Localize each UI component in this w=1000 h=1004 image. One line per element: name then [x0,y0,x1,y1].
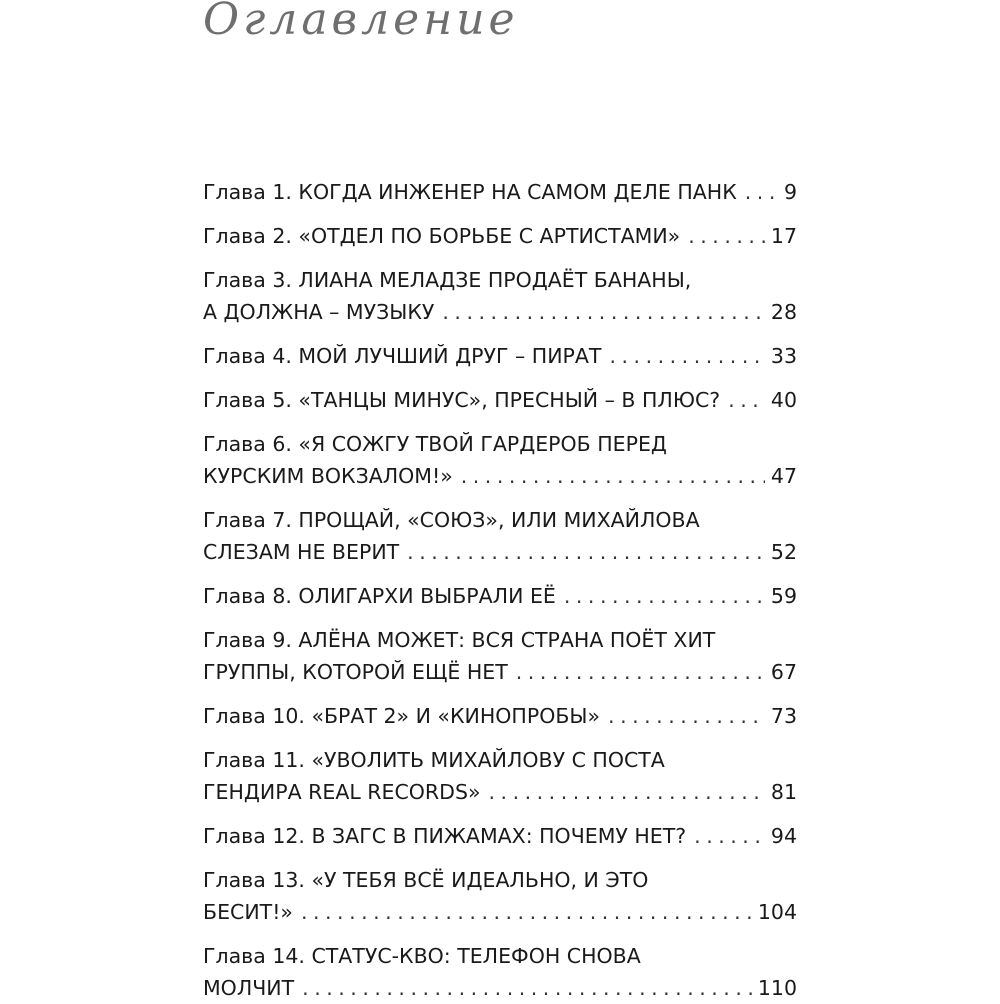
toc-entry-line [203,536,797,568]
toc-entry[interactable] [203,820,797,852]
toc-entry-line [203,744,797,776]
toc-entry-title: ГРУППЫ, КОТОРОЙ ЕЩЁ НЕТ [203,660,508,684]
toc-page-number: 28 [770,300,797,324]
toc-page-number: 47 [770,464,797,488]
toc-entry-title: КУРСКИМ ВОКЗАЛОМ!» [203,464,453,488]
toc-entry-line [203,896,797,928]
toc-page-number: 81 [770,780,797,804]
toc-entry[interactable] [203,340,797,372]
toc-entry-line [203,972,797,1004]
toc-entry-title: Глава 5. «ТАНЦЫ МИНУС», ПРЕСНЫЙ – В ПЛЮС? [203,388,721,412]
toc-page-number: 59 [770,584,797,608]
toc-entry-line [203,384,797,416]
toc-entry[interactable] [203,220,797,252]
toc-entry-line [203,340,797,372]
toc-entry-line [203,176,797,208]
toc-entry[interactable] [203,176,797,208]
toc-entry-line [203,220,797,252]
toc-entry-line [203,864,797,896]
toc-entry-title: Глава 2. «ОТДЕЛ ПО БОРЬБЕ С АРТИСТАМИ» [203,224,681,248]
toc-page-number: 94 [770,824,797,848]
dot-leader [489,776,765,808]
dot-leader [302,972,752,1004]
toc-page-number: 9 [783,180,797,204]
table-of-contents [203,176,797,1004]
toc-entry-title: Глава 10. «БРАТ 2» И «КИНОПРОБЫ» [203,704,601,728]
toc-page-number: 73 [770,704,797,728]
toc-page-number: 104 [757,900,797,924]
dot-leader [516,656,765,688]
toc-entry-title: Глава 6. «Я СОЖГУ ТВОЙ ГАРДЕРОБ ПЕРЕД [203,432,667,456]
dot-leader [745,176,778,208]
dot-leader [694,820,765,852]
toc-entry[interactable] [203,700,797,732]
toc-entry-title: Глава 3. ЛИАНА МЕЛАДЗЕ ПРОДАЁТ БАНАНЫ, [203,268,692,292]
toc-page-number: 67 [770,660,797,684]
toc-entry-title: Глава 1. КОГДА ИНЖЕНЕР НА САМОМ ДЕЛЕ ПАНК [203,180,737,204]
toc-entry[interactable] [203,864,797,928]
toc-page-number: 17 [770,224,797,248]
toc-entry-title: БЕСИТ!» [203,900,293,924]
dot-leader [728,384,765,416]
dot-leader [301,896,752,928]
dot-leader [609,340,764,372]
toc-entry-title: МОЛЧИТ [203,976,295,1000]
toc-entry-line [203,820,797,852]
toc-entry-line [203,656,797,688]
dot-leader [688,220,765,252]
toc-entry-title: А ДОЛЖНА – МУЗЫКУ [203,300,435,324]
toc-entry-line [203,460,797,492]
toc-entry[interactable] [203,428,797,492]
toc-entry-title: Глава 13. «У ТЕБЯ ВСЁ ИДЕАЛЬНО, И ЭТО [203,868,649,892]
dot-leader [407,536,765,568]
toc-entry-title: ГЕНДИРА REAL RECORDS» [203,780,481,804]
toc-entry-line [203,580,797,612]
toc-entry[interactable] [203,624,797,688]
toc-page-number: 40 [770,388,797,412]
toc-entry-title: Глава 12. В ЗАГС В ПИЖАМАХ: ПОЧЕМУ НЕТ? [203,824,687,848]
toc-page-number: 52 [770,540,797,564]
toc-entry-line [203,776,797,808]
dot-leader [442,296,765,328]
toc-entry-line [203,700,797,732]
dot-leader [564,580,765,612]
toc-entry-title: Глава 7. ПРОЩАЙ, «СОЮЗ», ИЛИ МИХАЙЛОВА [203,508,700,532]
toc-entry-line [203,428,797,460]
toc-page-number: 33 [770,344,797,368]
toc-entry[interactable] [203,384,797,416]
toc-entry-title: Глава 14. СТАТУС-КВО: ТЕЛЕФОН СНОВА [203,944,641,968]
toc-entry-line [203,296,797,328]
toc-entry-title: СЛЕЗАМ НЕ ВЕРИТ [203,540,400,564]
dot-leader [608,700,765,732]
toc-page-number: 110 [757,976,797,1000]
dot-leader [461,460,765,492]
toc-entry-line [203,624,797,656]
page-title: Оглавление [203,0,519,45]
toc-entry-title: Глава 9. АЛЁНА МОЖЕТ: ВСЯ СТРАНА ПОЁТ ХИТ [203,628,716,652]
toc-entry[interactable] [203,744,797,808]
toc-entry-line [203,504,797,536]
toc-entry-line [203,940,797,972]
toc-entry[interactable] [203,504,797,568]
toc-entry-line [203,264,797,296]
toc-entry-title: Глава 8. ОЛИГАРХИ ВЫБРАЛИ ЕЁ [203,584,556,608]
toc-entry[interactable] [203,264,797,328]
toc-entry-title: Глава 4. МОЙ ЛУЧШИЙ ДРУГ – ПИРАТ [203,344,602,368]
toc-entry[interactable] [203,580,797,612]
toc-entry[interactable] [203,940,797,1004]
toc-entry-title: Глава 11. «УВОЛИТЬ МИХАЙЛОВУ С ПОСТА [203,748,665,772]
